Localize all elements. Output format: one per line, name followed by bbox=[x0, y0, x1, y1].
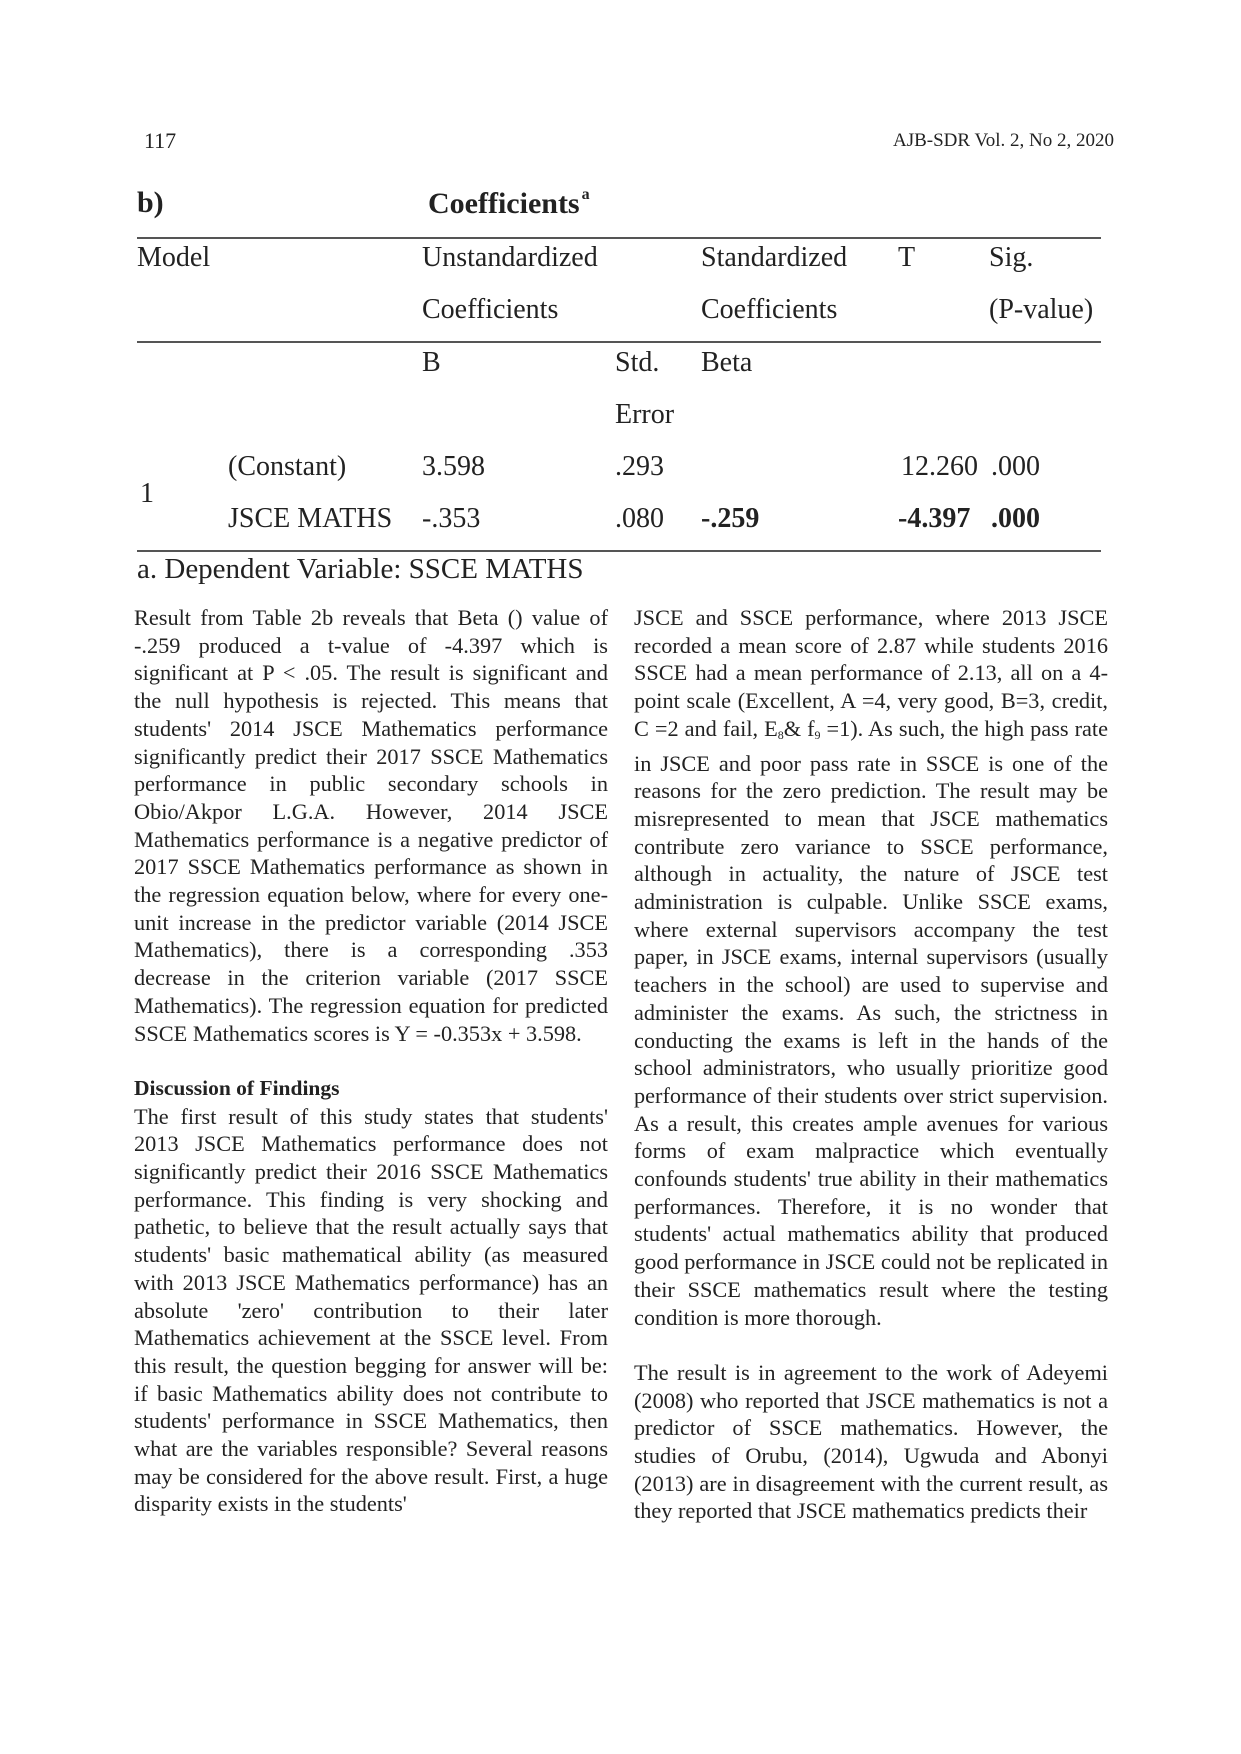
page-number: 117 bbox=[144, 128, 177, 153]
table-label: b) bbox=[137, 186, 164, 219]
row-constant-b: 3.598 bbox=[422, 451, 485, 482]
row-constant-std-error: .293 bbox=[615, 451, 664, 482]
header-standardized: Standardized bbox=[701, 242, 848, 273]
header-beta: Beta bbox=[701, 347, 753, 378]
right-column bbox=[634, 604, 1108, 1525]
disparity-text-c: =1). As such, the high pass rate in JSCE and poor pass rate in SSCE is one of the reasons for the zero prediction. The result may be misrepresented to mean that JSCE mathematics contribute zero variance to SSCE performance, although in actuality, the nature of JSCE test administration is culpable. Unlike SSCE exams, where external supervisors accompany the test paper, in JSCE exams, internal supervisors (usually teachers in the school) are used to supervise and administer the exams. As such, the strictness in conducting the exams is left in the hands of the school administrators, who usually prioritize good performance of their students over strict supervision. As a result, this creates ample avenues for various forms of exam malpractice which eventually confounds students' true ability in their mathematics performances. Therefore, it is no wonder that students' actual mathematics ability that produced good performance in JSCE could not be replicated in their SSCE mathematics result where the testing condition is more thorough. bbox=[634, 715, 1108, 1330]
disparity-text-b: & f bbox=[783, 715, 815, 741]
row-constant-predictor: (Constant) bbox=[228, 451, 347, 482]
table-title bbox=[428, 186, 590, 221]
header-b: B bbox=[422, 347, 441, 378]
discussion-paragraph: The first result of this study states that students' 2013 JSCE Mathematics performance does not significantly predict their 2016 SSCE Mathematics performance. This finding is very shocking and pathetic, to believe that the result actually says that students' basic mathematical ability (as measured with 2013 JSCE Mathematics performance) has an absolute 'zero' contribution to their later Mathematics achievement at the SSCE level. From this result, the question begging for answer will be: if basic Mathematics ability does not contribute to students' performance in SSCE Mathematics, then what are the variables responsible? Several reasons may be considered for the above result. First, a huge disparity exists in the students' bbox=[134, 1103, 608, 1517]
disparity-paragraph bbox=[634, 604, 1108, 1331]
agreement-paragraph: The result is in agreement to the work of Adeyemi (2008) who reported that JSCE mathematics is not a predictor of SSCE mathematics. However, the studies of Orubu, (2014), Ugwuda and Abonyi (2013) are in disagreement with the current result, as they reported that JSCE mathematics predicts their bbox=[634, 1359, 1108, 1524]
row-jsce-std-error: .080 bbox=[615, 503, 664, 534]
header-p-value: (P-value) bbox=[989, 294, 1094, 325]
header-std-error: Std. bbox=[615, 347, 660, 378]
row-jsce-sig: .000 bbox=[991, 503, 1040, 534]
header-sig: Sig. bbox=[989, 242, 1034, 273]
disparity-text-a: JSCE and SSCE performance, where 2013 JSCE recorded a mean score of 2.87 while students 2016 SSCE had a mean performance of 2.13, all on a 4-point scale (Excellent, A =4, very good, B=3, credit, C =2 and fail, E bbox=[634, 605, 1108, 741]
journal-reference: AJB-SDR Vol. 2, No 2, 2020 bbox=[892, 130, 1114, 151]
left-column bbox=[134, 604, 608, 1518]
table-title-text: Coefficients bbox=[428, 187, 580, 220]
table-bottom-rule bbox=[137, 550, 1101, 552]
header-standardized-coefficients: Coefficients bbox=[701, 294, 838, 325]
row-jsce-b: -.353 bbox=[422, 503, 481, 534]
subscript-9: 9 bbox=[814, 727, 821, 742]
table-title-superscript: a bbox=[581, 186, 590, 203]
header-model: Model bbox=[137, 242, 211, 273]
row-constant-t: 12.260 bbox=[901, 451, 978, 482]
model-number: 1 bbox=[140, 478, 154, 509]
header-unstandardized-coefficients: Coefficients bbox=[422, 294, 559, 325]
page-header bbox=[134, 128, 1114, 158]
results-paragraph: Result from Table 2b reveals that Beta () value of -.259 produced a t-value of -4.397 which is significant at P < .05. The result is significant and the null hypothesis is rejected. This means that students' 2014 JSCE Mathematics performance significantly predict their 2017 SSCE Mathematics performance in public secondary schools in Obio/Akpor L.G.A. However, 2014 JSCE Mathematics performance is a negative predictor of 2017 SSCE Mathematics performance as shown in the regression equation below, where for every one-unit increase in the predictor variable (2014 JSCE Mathematics), there is a corresponding .353 decrease in the criterion variable (2017 SSCE Mathematics). The regression equation for predicted SSCE Mathematics scores is Y = -0.353x + 3.598. bbox=[134, 605, 608, 1046]
table-footnote: a. Dependent Variable: SSCE MATHS bbox=[137, 553, 584, 585]
section-heading-discussion: Discussion of Findings bbox=[134, 1075, 340, 1100]
row-jsce-beta: -.259 bbox=[701, 503, 760, 534]
subscript-8: 8 bbox=[777, 727, 784, 742]
row-constant-sig: .000 bbox=[991, 451, 1040, 482]
table-header-rule bbox=[137, 341, 1101, 343]
row-jsce-predictor: JSCE MATHS bbox=[228, 503, 393, 534]
header-std-error-line2: Error bbox=[615, 399, 675, 430]
table-top-rule bbox=[137, 237, 1101, 239]
row-jsce-t: -4.397 bbox=[898, 503, 971, 534]
header-unstandardized: Unstandardized bbox=[422, 242, 598, 273]
header-t: T bbox=[898, 242, 916, 273]
